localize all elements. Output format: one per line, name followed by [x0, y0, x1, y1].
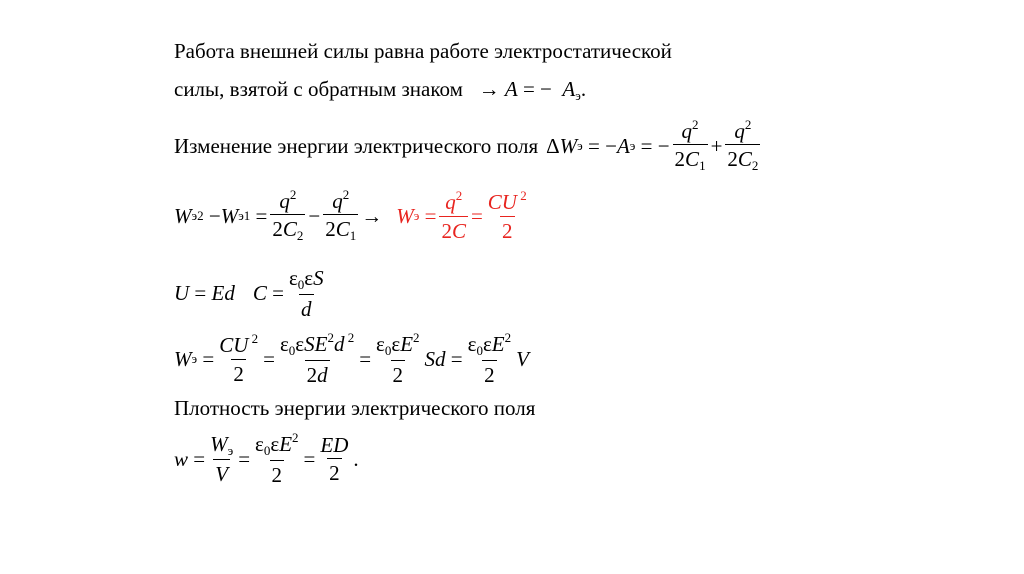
formula-energy-difference: W э2 − W э1 = $\frac{q^2}{2C_2}$ − $\frac{q^2}{2C_1}$ → W э = $\frac{q^2}{2C}$ = $\frac{CU ^2}{2}$ — [174, 188, 532, 244]
text-line-2-row — [174, 79, 586, 102]
formula-energy-density: w = $\frac{W_э}{V}$ = $\frac{\varepsilon_0\varepsilon E^2}{2}$ = $\frac{ED}{2}$ . — [174, 430, 359, 487]
text-line-1: Работа внешней силы равна работе электростатической — [174, 39, 672, 63]
text-line-2: силы, взятой с обратным знаком — [174, 77, 463, 101]
formula-energy-change: Δ W э = − A э = − $\frac{q^2}{2C_1}$ + $\frac{q^2}{2C_2}$ — [546, 117, 759, 174]
formula-voltage-capacitance: U = Ed C = $\frac{\varepsilon_0\varepsilon S}{d}$ — [174, 266, 324, 321]
formula-work-relation: → A = − $A_э$. — [468, 77, 587, 103]
energy-change-row — [174, 118, 763, 174]
formula-capacitor-energy: W э = $\frac{q^2}{2C}$ = $\frac{CU ^2}{2}$ — [396, 188, 527, 243]
text-line-4: Плотность энергии электрического поля — [174, 396, 536, 420]
text-line-3: Изменение энергии электрического поля — [174, 133, 539, 158]
formula-energy-volume: W э = $\frac{CU ^2}{2}$ = $\frac{\varepsilon_0\varepsilon SE^2d ^2}{2d}$ = $\frac{\varepsilon_0\varepsilon E^2}{2}$ Sd = $\frac{\varepsilon_0\varepsilon E^2}{2}$ V — [174, 330, 529, 387]
